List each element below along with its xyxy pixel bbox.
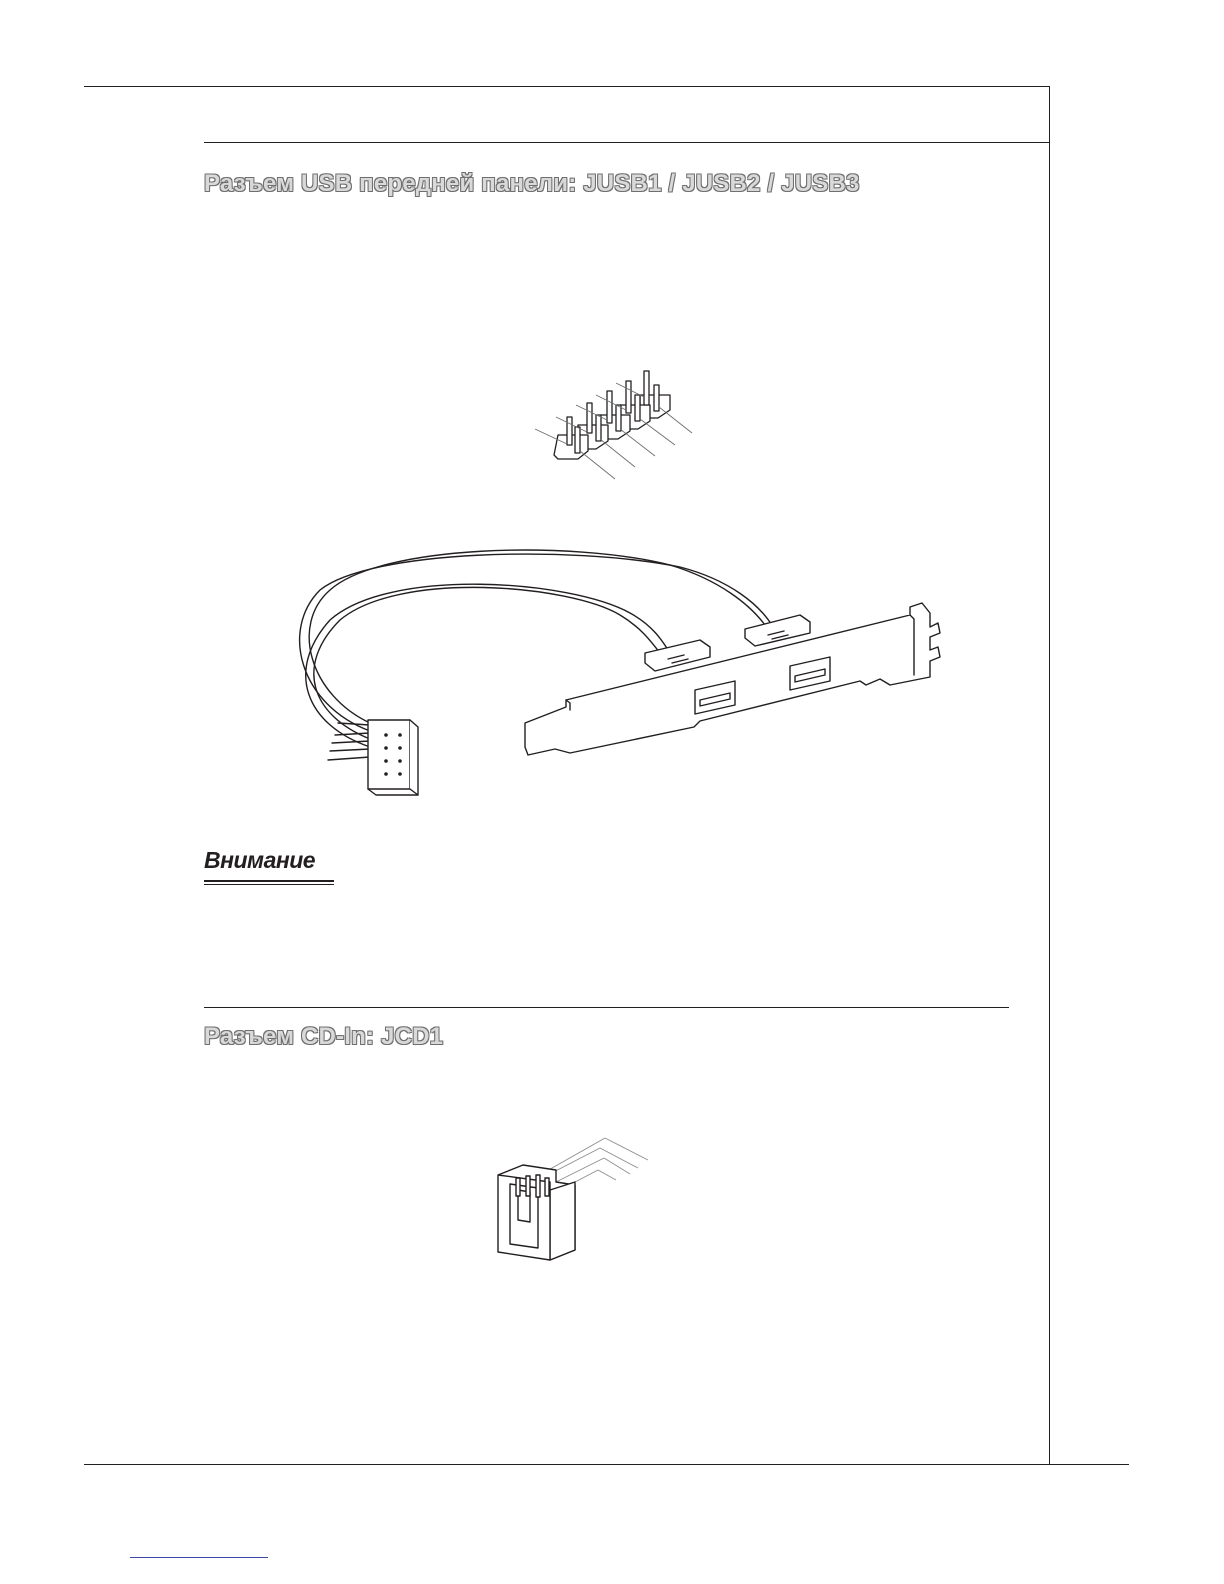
top-rule — [84, 86, 1050, 87]
usb-section-title: Разъем USB передней панели: JUSB1 / JUSB2 / JUSB3 — [204, 170, 860, 197]
footer-link-underline[interactable] — [130, 1557, 268, 1558]
notice-underline-secondary — [204, 884, 334, 885]
cd-section-title: Разъем CD-In: JCD1 — [204, 1023, 444, 1050]
right-margin-rule — [1049, 86, 1050, 1464]
notice-underline — [204, 880, 334, 882]
usb-bracket-cable-illustration — [270, 545, 950, 775]
section-rule-cd — [204, 1007, 1009, 1008]
notice-heading: Внимание — [204, 847, 316, 873]
cd-in-connector-illustration — [490, 1130, 660, 1260]
bottom-rule — [84, 1464, 1129, 1465]
section-rule-usb — [204, 142, 1050, 143]
usb-pin-header-illustration — [530, 365, 700, 490]
